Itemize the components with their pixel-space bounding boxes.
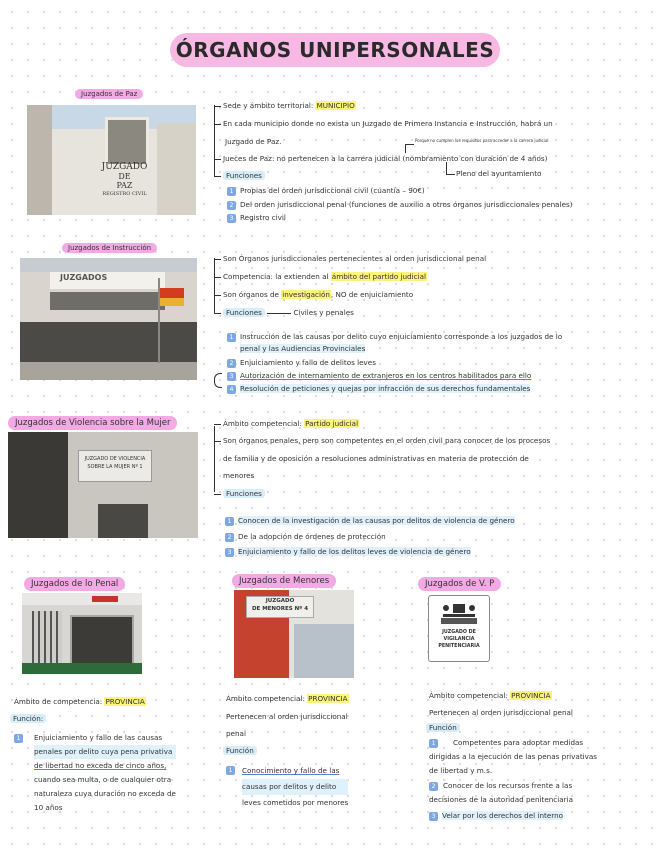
menores-line-1: Pertenecen al orden jurisdiccional [226, 712, 348, 721]
mujer-line-2c: menores [223, 471, 255, 480]
instr-line-2: Competencia: la extienden al ámbito del partido judicial [214, 271, 427, 282]
instr-line-1: Son Órganos jurisdiccionales pertenecientes al orden jurisdiccional penal [214, 253, 486, 264]
section-label-paz: Juzgados de Paz [75, 89, 143, 99]
penal-ambito: Ámbito de competencia: PROVINCIA [14, 697, 145, 706]
juzgado-menores-photo [234, 590, 354, 678]
juzgados-instruccion-photo: JUZGADOS [20, 258, 197, 380]
section-label-penal: Juzgados de lo Penal [24, 577, 125, 591]
mujer-item-3: 3 Enjuiciamiento y fallo de los delitos leves de violencia de género [225, 546, 471, 557]
instr-item-3: 3 Autorización de internamiento de extranjeros en los centros habilitados para ello [227, 370, 531, 381]
page-title: ÓRGANOS UNIPERSONALES [170, 33, 500, 67]
juzgado-penal-photo [22, 593, 142, 674]
penal-item: 1 Enjuiciamiento y fallo de las causas penales por delito cuya pena privativa de libertad no exceda de cinco años, cuando sea multa, o de cualquier otra naturaleza cuya duración no exceda de 10 años [14, 731, 176, 815]
menores-funcion: Función [223, 745, 257, 756]
paz-item-1: 1 Propias del orden jurisdiccional civil (cuantía – 90€) [227, 185, 425, 196]
instr-item-1: 1 Instrucción de las causas por delito cuyo enjuiciamiento corresponde a los juzgados de lo [227, 331, 562, 342]
section-label-instruccion: Juzgados de Instrucción [62, 243, 157, 253]
section-label-menores: Juzgados de Menores [232, 574, 336, 588]
instr-line-3: Son órganos de investigación, NO de enjuiciamiento [214, 289, 413, 300]
penal-funcion: Función: [10, 713, 46, 724]
sign-text: JUZGADO DE VIGILANCIA PENITENCIARIA [438, 630, 480, 649]
mujer-funciones: Funciones [214, 488, 265, 499]
menores-item: 1 Conocimiento y fallo de las causas por delitos y delito leves cometidos por menores [226, 763, 348, 811]
instr-funciones: Funciones Civiles y penales [214, 307, 354, 318]
court-icon [439, 600, 479, 626]
section-label-vp: Juzgados de V. P [418, 577, 501, 591]
menores-ambito: Ámbito competencial: PROVINCIA [226, 694, 348, 703]
paz-funciones: Funciones [214, 170, 265, 181]
mujer-line-2: Son órganos penales, pero son competentes en el orden civil para conocer de los procesos [214, 435, 550, 446]
juzgado-vp-sign [428, 595, 490, 662]
vp-item-2: 2 Conocer de los recursos frente a las decisiones de la autoridad penitenciaria [429, 781, 574, 804]
vp-funcion: Función [426, 722, 460, 733]
mujer-line-2b: de familia y de oposición a resoluciones administrativas en materia de protección de [223, 454, 529, 463]
vp-ambito: Ámbito competencial: PROVINCIA [429, 691, 551, 700]
instr-item-1b: penal y las Audiencias Provinciales [240, 344, 366, 353]
sign-text: JUZGADO DE MENORES Nº 4 [246, 596, 314, 618]
sign-text: JUZGADO DE VIOLENCIA SOBRE LA MUJER Nº 1 [78, 450, 152, 482]
juzgado-paz-photo [27, 105, 196, 215]
instr-item-2: 2 Enjuiciamiento y fallo de delitos leves [227, 357, 376, 368]
mujer-line-1: Ámbito competencial: Partido judicial [214, 418, 359, 429]
link-bracket [214, 373, 222, 388]
paz-item-3: 3 Registro civil [227, 212, 286, 223]
sign-text: JUZGADO DE PAZ REGISTRO CIVIL [101, 162, 148, 197]
mujer-item-2: 2 De la adopción de órdenes de protección [225, 531, 386, 542]
vp-item-3: 3 Velar por los derechos del interno [429, 810, 563, 821]
instr-item-4: 4 Resolución de peticiones y quejas por infracción de sus derechos fundamentales [227, 383, 530, 394]
juzgado-mujer-photo [8, 432, 198, 538]
paz-line-4: Jueces de Paz: no pertenecen a la carrera judicial (nombramiento con duración de 4 años) [214, 153, 547, 164]
vp-item-1: 1 Competentes para adoptar medidas dirigidas a la ejecución de las penas privativas de libertad y m.s. [429, 738, 598, 775]
paz-line-1: Sede y ámbito territorial: MUNICIPIO [214, 100, 356, 111]
paz-note: Porque no cumplen los requisitos para acceder a la carrera judicial [415, 138, 549, 143]
paz-line-2: En cada municipio donde no exista un Juzgado de Primera Instancia e Instrucción, habrá un [214, 118, 553, 129]
mujer-item-1: 1 Conocen de la investigación de las causas por delitos de violencia de género [225, 515, 515, 526]
section-label-mujer: Juzgados de Violencia sobre la Mujer [8, 416, 177, 430]
paz-line-3: Juzgado de Paz. [225, 137, 282, 146]
menores-line-2: penal [226, 729, 246, 738]
paz-note-2: Pleno del ayuntamiento [456, 169, 542, 178]
vp-line-1: Pertenecen al orden jurisdiccional penal [429, 708, 573, 717]
paz-item-2: 2 Del orden jurisdiccional penal (funciones de auxilio a otros órganos jurisdiccionales penales) [227, 199, 573, 210]
